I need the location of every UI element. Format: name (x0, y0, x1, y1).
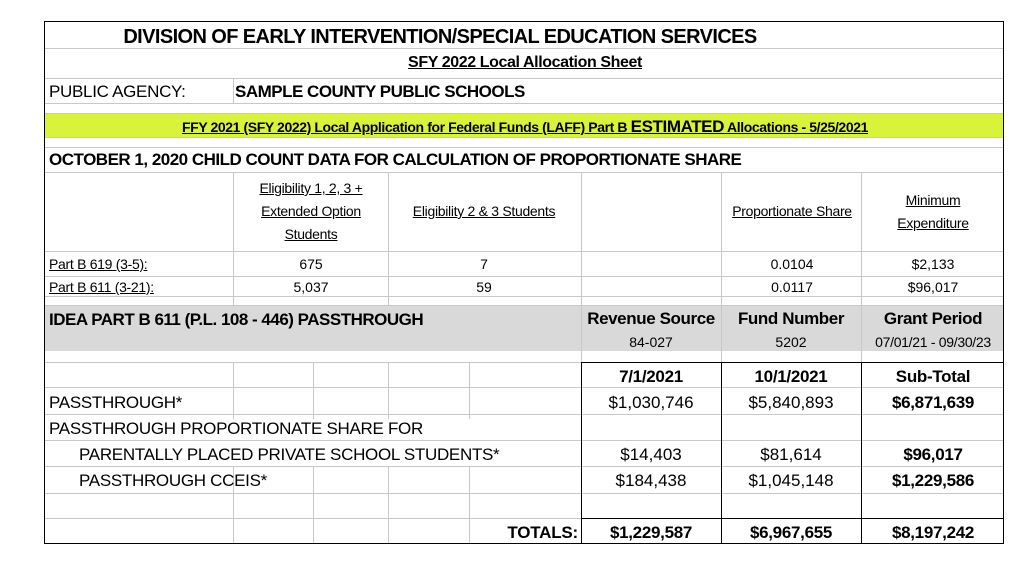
banner-text (182, 118, 868, 135)
totals-label: TOTALS: (507, 523, 578, 542)
col-date-1: 7/1/2021 (619, 367, 683, 386)
row-611-label: Part B 611 (3-21): (49, 279, 154, 295)
totals-d2: $6,967,655 (749, 523, 833, 542)
passthrough-subtotal: $6,871,639 (891, 393, 975, 412)
prop-share-d1: $14,403 (620, 445, 682, 464)
revenue-source-value: 84-027 (629, 334, 673, 350)
banner-prefix: FFY 2021 (SFY 2022) Local Application for Federal Funds (LAFF) Part B (182, 119, 628, 135)
col-elig-all-line3: Students (284, 226, 338, 242)
row-611-elig-all: 5,037 (293, 279, 329, 295)
row-619-prop-share: 0.0104 (770, 256, 814, 272)
banner-emphasis: ESTIMATED (630, 117, 725, 136)
sheet-title: SFY 2022 Local Allocation Sheet (408, 54, 642, 71)
allocation-sheet (44, 21, 1004, 544)
fund-number-value: 5202 (775, 334, 807, 350)
division-title: DIVISION OF EARLY INTERVENTION/SPECIAL EDUCATION SERVICES (123, 26, 757, 48)
agency-label: PUBLIC AGENCY: (49, 82, 186, 101)
row-619-label: Part B 619 (3-5): (49, 256, 148, 272)
row-619-min-exp: $2,133 (911, 256, 955, 272)
fund-number-label: Fund Number (737, 309, 845, 328)
totals-subtotal: $8,197,242 (891, 523, 975, 542)
cceis-subtotal: $1,229,586 (891, 471, 975, 490)
prop-share-d2: $81,614 (760, 445, 822, 464)
col-elig-all-line2: Extended Option (261, 203, 361, 219)
cceis-label: PASSTHROUGH CCEIS* (79, 471, 267, 490)
col-subtotal: Sub-Total (895, 367, 971, 386)
cceis-d1: $184,438 (615, 471, 687, 490)
col-min-exp-line2: Expenditure (897, 215, 969, 231)
row-611-elig-23: 59 (476, 279, 492, 295)
prop-share-label-line2: PARENTALLY PLACED PRIVATE SCHOOL STUDENTS* (79, 445, 500, 464)
revenue-source-label: Revenue Source (587, 309, 715, 328)
agency-name: SAMPLE COUNTY PUBLIC SCHOOLS (235, 82, 525, 101)
grant-period-label: Grant Period (883, 309, 983, 328)
passthrough-d2: $5,840,893 (748, 393, 834, 412)
passthrough-label: PASSTHROUGH* (49, 393, 183, 412)
row-619-elig-23: 7 (480, 256, 488, 272)
child-count-heading: OCTOBER 1, 2020 CHILD COUNT DATA FOR CALCULATION OF PROPORTIONATE SHARE (49, 150, 742, 169)
passthrough-d1: $1,030,746 (608, 393, 694, 412)
grant-period-value: 07/01/21 - 09/30/23 (875, 334, 991, 350)
col-elig-all-line1: Eligibility 1, 2, 3 + (259, 180, 363, 196)
cceis-d2: $1,045,148 (748, 471, 834, 490)
col-prop-share: Proportionate Share (732, 203, 852, 219)
row-619-elig-all: 675 (299, 256, 323, 272)
totals-d1: $1,229,587 (609, 523, 693, 542)
prop-share-label-line1: PASSTHROUGH PROPORTIONATE SHARE FOR (49, 419, 423, 438)
row-611-min-exp: $96,017 (907, 279, 959, 295)
col-date-2: 10/1/2021 (754, 367, 828, 386)
col-min-exp-line1: Minimum (905, 192, 961, 208)
idea-heading: IDEA PART B 611 (P.L. 108 - 446) PASSTHROUGH (49, 310, 424, 329)
prop-share-subtotal: $96,017 (903, 445, 963, 464)
col-elig-23: Eligibility 2 & 3 Students (412, 203, 556, 219)
row-611-prop-share: 0.0117 (771, 279, 813, 295)
banner-suffix: Allocations - 5/25/2021 (727, 119, 868, 135)
